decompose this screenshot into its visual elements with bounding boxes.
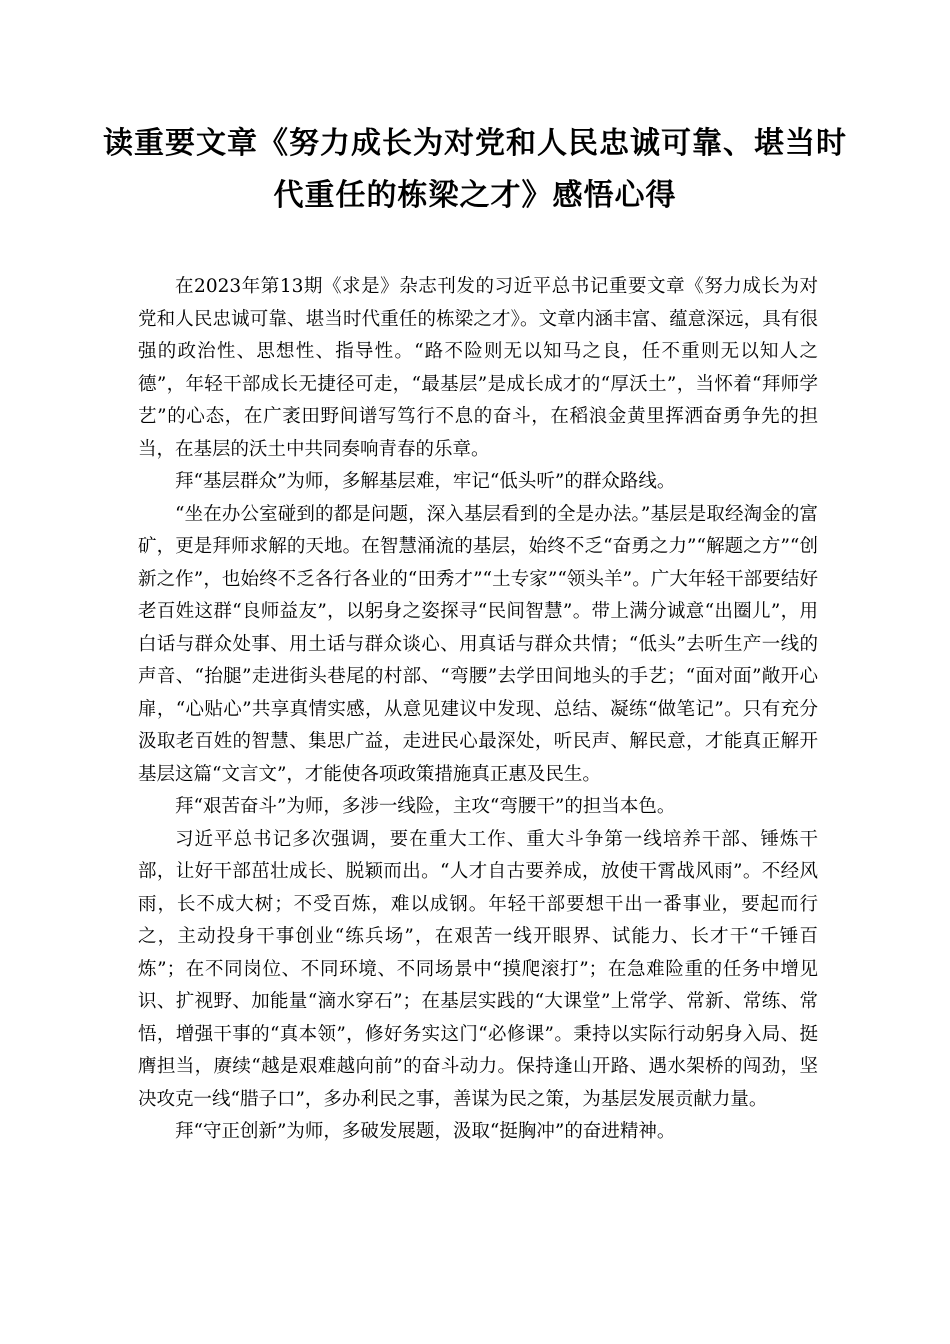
title-line-2: 代重任的栋梁之才》感悟心得 — [273, 178, 677, 213]
document-body — [138, 271, 818, 1149]
section-heading-grassroots: 拜“基层群众”为师，多解基层难，牢记“低头听”的群众路线。 — [175, 471, 676, 492]
paragraph-grassroots: “坐在办公室碰到的都是问题，深入基层看到的全是办法。”基层是取经淘金的富矿，更是拜师求解的天地。在智慧涌流的基层，始终不乏“奋勇之力”“解题之方”“创新之作”，也始终不乏各行各业的“田秀才”“土专家”“领头羊”。广大年轻干部要结好老百姓这群“良师益友”，以躬身之姿探寻“民间智慧”。带上满分诚意“出圈儿”，用白话与群众处事、用土话与群众谈心、用真话与群众共情；“低头”去听生产一线的声音、“抬腿”走进街头巷尾的村部、“弯腰”去学田间地头的手艺；“面对面”敞开心扉，“心贴心”共享真情实感，从意见建议中发现、总结、凝练“做笔记”。只有充分汲取老百姓的智慧、集思广益，走进民心最深处，听民声、解民意，才能真正解开基层这篇“文言文”，才能使各项政策措施真正惠及民生。 — [138, 503, 818, 785]
intro-paragraph: 在2023年第13期《求是》杂志刊发的习近平总书记重要文章《努力成长为对党和人民忠诚可靠、堪当时代重任的栋梁之才》。文章内涵丰富、蕴意深远，具有很强的政治性、思想性、指导性。“路不险则无以知马之良，任不重则无以知人之德”，年轻干部成长无捷径可走，“最基层”是成长成才的“厚沃土”，当怀着“拜师学艺”的心态，在广袤田野间谱写笃行不息的奋斗，在稻浪金黄里挥洒奋勇争先的担当，在基层的沃土中共同奏响青春的乐章。 — [138, 276, 818, 460]
section-heading-hard-work: 拜“艰苦奋斗”为师，多涉一线险，主攻“弯腰干”的担当本色。 — [175, 796, 676, 817]
document-title — [100, 118, 850, 222]
title-line-1: 读重要文章《努力成长为对党和人民忠诚可靠、堪当时 — [103, 126, 847, 161]
paragraph-hard-work: 习近平总书记多次强调，要在重大工作、重大斗争第一线培养干部、锤炼干部，让好干部茁壮成长、脱颖而出。“人才自古要养成，放使干霄战风雨”。不经风雨，长不成大树；不受百炼，难以成钢。年轻干部要想干出一番事业，要起而行之，主动投身干事创业“练兵场”，在艰苦一线开眼界、试能力、长才干“千锤百炼”；在不同岗位、不同环境、不同场景中“摸爬滚打”；在急难险重的任务中增见识、扩视野、加能量“滴水穿石”；在基层实践的“大课堂”上常学、常新、常练、常悟，增强干事的“真本领”，修好务实这门“必修课”。秉持以实际行动躬身入局、挺膺担当，赓续“越是艰难越向前”的奋斗动力。保持逢山开路、遇水架桥的闯劲，坚决攻克一线“腊子口”，多办利民之事，善谋为民之策，为基层发展贡献力量。 — [138, 828, 818, 1110]
section-heading-innovation: 拜“守正创新”为师，多破发展题，汲取“挺胸冲”的奋进精神。 — [175, 1121, 676, 1142]
